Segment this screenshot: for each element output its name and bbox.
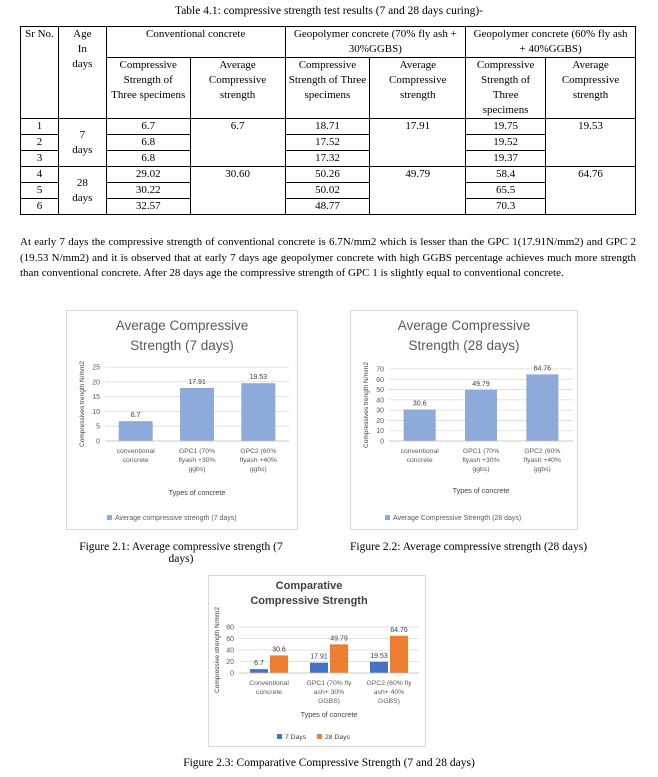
- x-tick-label: GPC2 (60% fly: [366, 680, 412, 687]
- legend-entry: Average compressive strength (7 days): [115, 515, 237, 522]
- table-row: 4 28 days 29.02 30.60 50.26 49.79 58.4 64.76: [21, 167, 636, 183]
- age-group-7: 7 days: [58, 119, 106, 167]
- results-table: [20, 26, 636, 215]
- x-tick-label: ggbs): [249, 466, 267, 473]
- x-tick-label: GGBS): [378, 698, 400, 705]
- x-tick-label: flyash +30%: [178, 457, 216, 464]
- x-tick-label: ggbs): [472, 466, 490, 473]
- bar: [465, 390, 497, 441]
- y-tick-label: 80: [226, 624, 234, 632]
- y-tick-label: 0: [230, 670, 234, 678]
- y-tick-label: 40: [376, 397, 384, 405]
- y-tick-label: 20: [92, 379, 100, 387]
- chart-28-days-svg: [351, 311, 577, 529]
- data-label: 64.76: [533, 365, 552, 373]
- table-row: 2 6.8 17.52 19.52: [21, 135, 636, 151]
- legend-entry: Average Compressive Strength (28 days): [393, 515, 522, 522]
- y-axis-label: Compressives trength N/mm2: [363, 362, 370, 448]
- data-label: 30.6: [412, 400, 427, 408]
- y-tick-label: 15: [92, 394, 100, 402]
- table-caption: Table 4.1: compressive strength test results (7 and 28 days curing)-: [174, 5, 484, 17]
- legend-swatch: [385, 515, 390, 520]
- y-axis-label: Compressive strength N/mm2: [214, 607, 221, 693]
- data-label: 6.7: [254, 660, 264, 668]
- header-gpc1: Geopolymer concrete (70% fly ash + 30%GGBS): [285, 27, 466, 58]
- bar: [180, 388, 214, 441]
- bar: [119, 421, 153, 441]
- y-tick-label: 25: [92, 364, 100, 372]
- x-tick-label: GPC2 (60%: [524, 448, 561, 455]
- legend-swatch: [277, 734, 282, 739]
- x-tick-label: flyash +40%: [239, 457, 277, 464]
- y-tick-label: 50: [376, 387, 384, 395]
- data-label: 30.6: [272, 646, 286, 654]
- x-tick-label: GPC1 (70%: [178, 448, 216, 455]
- header-gpc2: Geopolymer concrete (60% fly ash + 40%GGBS): [466, 27, 636, 58]
- bar: [404, 410, 436, 441]
- x-tick-label: GPC1 (70%: [462, 448, 500, 455]
- data-label: 17.91: [188, 378, 206, 386]
- x-tick-label: conventional: [400, 448, 439, 455]
- x-tick-label: GGBS): [318, 698, 340, 705]
- bar: [526, 374, 558, 441]
- x-tick-label: concrete: [255, 689, 283, 696]
- data-label: 49.79: [472, 380, 490, 388]
- x-axis-label: Types of concrete: [300, 710, 358, 719]
- x-axis-label: Types of concrete: [452, 486, 510, 495]
- header-age: Age In days: [58, 27, 106, 119]
- data-label: 17.91: [310, 653, 328, 661]
- chart-title: Strength (28 days): [408, 338, 520, 353]
- bar: [310, 663, 328, 673]
- y-axis-label: Compressives trength N/mm2: [79, 361, 86, 447]
- figure-2-2-caption: Figure 2.2: Average compressive strength (28 days): [350, 541, 588, 553]
- bar: [390, 636, 408, 673]
- table-row: 3 6.8 17.32 19.37: [21, 151, 636, 167]
- y-tick-label: 70: [376, 366, 384, 374]
- subheader-strength: Compressive Strength of Three specimens: [285, 58, 370, 119]
- x-tick-label: ash+ 30%: [313, 689, 345, 696]
- data-label: 6.7: [130, 412, 141, 420]
- data-label: 19.53: [370, 652, 388, 660]
- chart-title: Average Compressive: [397, 318, 531, 333]
- data-label: 19.53: [249, 374, 268, 382]
- table-row: 1 7 days 6.7 6.7 18.71 17.91 19.75 19.53: [21, 119, 636, 135]
- bar: [330, 644, 348, 673]
- x-tick-label: flyash +40%: [523, 457, 561, 464]
- bar: [370, 662, 388, 673]
- chart-title: Strength (7 days): [130, 338, 234, 353]
- y-tick-label: 30: [376, 407, 384, 415]
- y-tick-label: 40: [226, 647, 234, 655]
- header-sr: Sr No.: [21, 27, 59, 119]
- chart-title: Compressive Strength: [250, 595, 368, 607]
- legend-swatch: [317, 734, 322, 739]
- y-tick-label: 10: [376, 428, 384, 436]
- chart-7-days-svg: [67, 311, 297, 529]
- y-tick-label: 20: [376, 417, 384, 425]
- chart-7-days: [66, 310, 298, 530]
- x-axis-label: Types of concrete: [168, 488, 226, 497]
- bar: [270, 655, 288, 673]
- chart-title: Comparative: [275, 580, 343, 592]
- body-paragraph: At early 7 days the compressive strength of conventional concrete is 6.7N/mm2 which is lesser than the GPC 1(17.91N/mm2) and GPC 2 (19.53 N/mm2) and it is observed that at early 7 days age geopolymer concrete with high GGBS percentage achieves much more strength than conventional concrete. After 28 days age the compressive strength of GPC 1 is slightly equal to conventional concrete.: [20, 236, 636, 279]
- x-tick-label: ggbs): [188, 466, 206, 473]
- data-label: 49.79: [330, 635, 348, 643]
- y-tick-label: 60: [376, 376, 384, 384]
- x-tick-label: Conventional: [249, 680, 289, 687]
- y-tick-label: 5: [96, 423, 100, 431]
- chart-comparative-svg: [209, 576, 425, 746]
- subheader-average: Average Compressive strength: [546, 58, 636, 119]
- y-tick-label: 60: [226, 636, 234, 643]
- data-label: 64.76: [390, 626, 408, 634]
- header-conventional: Conventional concrete: [106, 27, 285, 58]
- figure-2-3-caption: Figure 2.3: Comparative Compressive Strength (7 and 28 days): [183, 757, 475, 769]
- legend-swatch: [107, 515, 112, 520]
- y-tick-label: 0: [96, 438, 100, 446]
- x-tick-label: flyash +30%: [462, 457, 500, 464]
- x-tick-label: conventional: [116, 448, 155, 455]
- chart-28-days: [350, 310, 578, 530]
- x-tick-label: concrete: [122, 457, 149, 464]
- subheader-average: Average Compressive strength: [370, 58, 466, 119]
- table-row: 5 30.22 50.02 65.5: [21, 183, 636, 199]
- age-group-28: 28 days: [58, 167, 106, 215]
- x-tick-label: GPC2 (60%: [240, 448, 277, 455]
- x-tick-label: ggbs): [533, 466, 551, 473]
- subheader-strength: Compressive Strength of Three specimens: [466, 58, 546, 119]
- figure-2-1-caption: Figure 2.1: Average compressive strength (7 days): [79, 541, 283, 565]
- y-tick-label: 0: [380, 438, 384, 446]
- bar: [241, 383, 275, 441]
- x-tick-label: ash+ 40%: [373, 689, 405, 696]
- chart-title: Average Compressive: [115, 318, 249, 333]
- legend-entry: 7 Days: [285, 734, 307, 741]
- table-row: 6 32.57 48.77 70.3: [21, 199, 636, 215]
- bar: [250, 669, 268, 673]
- y-tick-label: 20: [226, 659, 234, 666]
- subheader-average: Average Compressive strength: [190, 58, 285, 119]
- legend-entry: 28 Days: [325, 734, 350, 741]
- subheader-strength: Compressive Strength of Three specimens: [106, 58, 190, 119]
- x-tick-label: GPC1 (70% fly: [306, 680, 352, 687]
- y-tick-label: 10: [92, 408, 100, 416]
- x-tick-label: concrete: [406, 457, 433, 464]
- chart-comparative: [208, 575, 426, 747]
